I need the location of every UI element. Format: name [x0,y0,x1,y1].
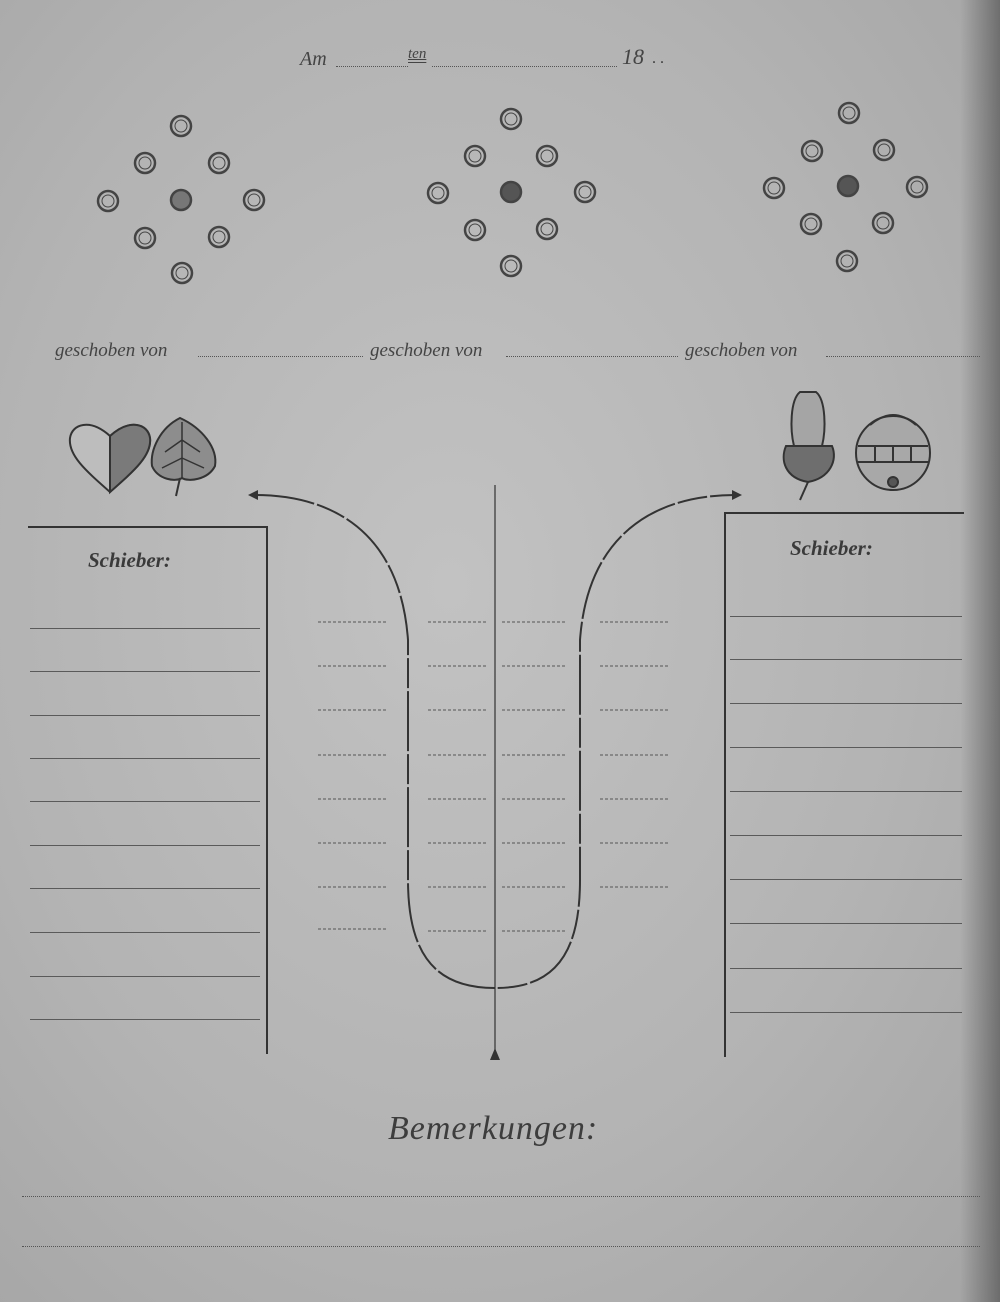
left-table-title: Schieber: [88,548,171,572]
right-arrow-icon [732,490,742,500]
year-suffix: . . [652,50,664,67]
pushed-by-label-2: geschoben von [370,340,483,361]
am-label: Am [300,48,327,70]
year-label: 18 [622,44,644,69]
pushed-by-label-1: geschoben von [55,340,168,361]
remarks-line[interactable] [22,1246,980,1247]
remarks-line[interactable] [22,1196,980,1197]
left-arrow-icon [248,490,258,500]
ten-label: ten [408,46,427,62]
remarks-title: Bemerkungen: [388,1110,599,1147]
pushed-by-label-3: geschoben von [685,340,798,361]
track-ruled-lines [318,622,670,931]
right-table-title: Schieber: [790,536,873,560]
bottom-arrow-icon [490,1048,500,1060]
